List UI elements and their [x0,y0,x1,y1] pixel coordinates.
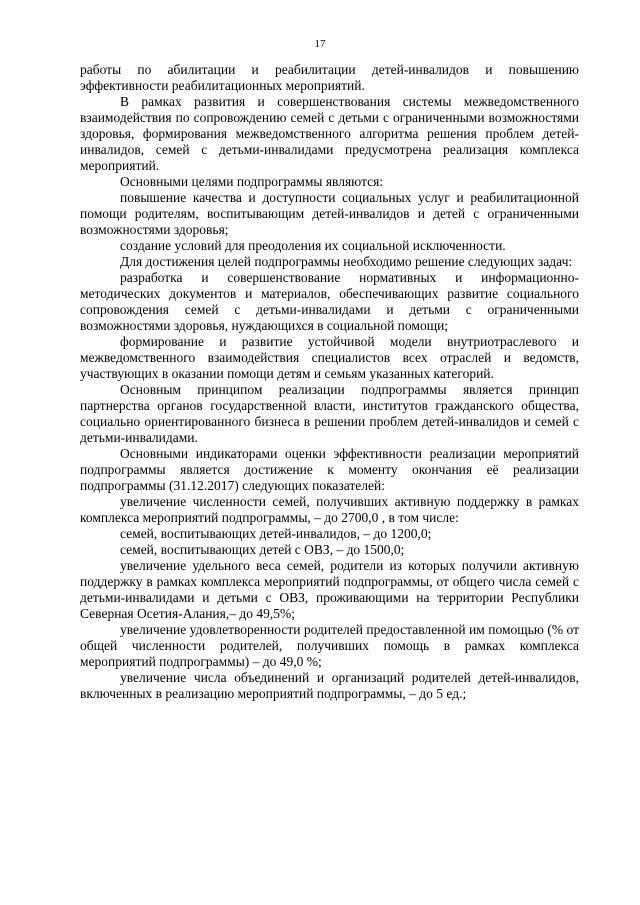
paragraph-indicator-associations: увеличение числа объединений и организаций родителей детей-инвалидов, включенных в реализацию мероприятий подпрограммы, – до 5 ед.; [80,670,579,701]
paragraph-indicators-heading: Основными индикаторами оценки эффективности реализации мероприятий подпрограммы является достижение к моменту окончания её реализации подпрограммы (31.12.2017) следующих показателей: [80,446,579,493]
paragraph-goal-quality: повышение качества и доступности социальных услуг и реабилитационной помощи родителям, воспитывающим детей-инвалидов и детей с ограниченными возможностями здоровья; [80,190,579,237]
paragraph-tasks-heading: Для достижения целей подпрограммы необходимо решение следующих задач: [120,254,573,269]
paragraph-indicator-disabled: семей, воспитывающих детей-инвалидов, – до 1200,0; [120,526,432,541]
paragraph-indicator-satisfaction: увеличение удовлетворенности родителей предоставленной им помощью (% от общей численности родителей, получивших помощь в рамках комплекса мероприятий подпрограммы) – до 49,0 %; [80,622,579,669]
paragraph-goals-heading: Основными целями подпрограммы являются: [120,174,384,189]
paragraph-continuation: работы по абилитации и реабилитации детей-инвалидов и повышению эффективности реабилитационных мероприятий. [80,62,579,93]
page-number: 17 [314,38,326,50]
paragraph-principle: Основным принципом реализации подпрограммы является принцип партнерства органов государственной власти, институтов гражданского общества, социально ориентированного бизнеса в решении проблем детей-инвалидов и семей с детьми-инвалидами. [80,382,579,445]
paragraph-indicator-families: увеличение численности семей, получивших активную поддержку в рамках комплекса мероприятий подпрограммы, – до 2700,0 , в том числе: [80,494,579,525]
paragraph-goal-exclusion: создание условий для преодоления их социальной исключенности. [120,238,506,253]
paragraph-task-model: формирование и развитие устойчивой модели внутриотраслевого и межведомственного взаимодействия специалистов всех отраслей и ведомств, участвующих в оказании помощи детям и семьям указанных категорий. [80,334,579,381]
paragraph-interagency-system: В рамках развития и совершенствования системы межведомственного взаимодействия по сопровождению семей с детьми с ограниченными возможностями здоровья, формирования межведомственного алгоритма решения проблем детей-инвалидов, семей с детьми-инвалидами предусмотрена реализация комплекса мероприятий. [80,94,579,173]
document-body [80,62,579,702]
paragraph-indicator-share: увеличение удельного веса семей, родители из которых получили активную поддержку в рамках комплекса мероприятий подпрограммы, от общего числа семей с детьми-инвалидами и детьми с ОВЗ, проживающими на территории Республики Северная Осетия-Алания,– до 49,5%; [80,558,579,621]
paragraph-indicator-ovz: семей, воспитывающих детей с ОВЗ, – до 1500,0; [120,542,405,557]
paragraph-task-documents: разработка и совершенствование нормативных и информационно-методических документов и материалов, обеспечивающих развитие социального сопровождения семей с детьми-инвалидами и детьми с ограниченными возможностями здоровья, нуждающихся в социальной помощи; [80,270,579,333]
